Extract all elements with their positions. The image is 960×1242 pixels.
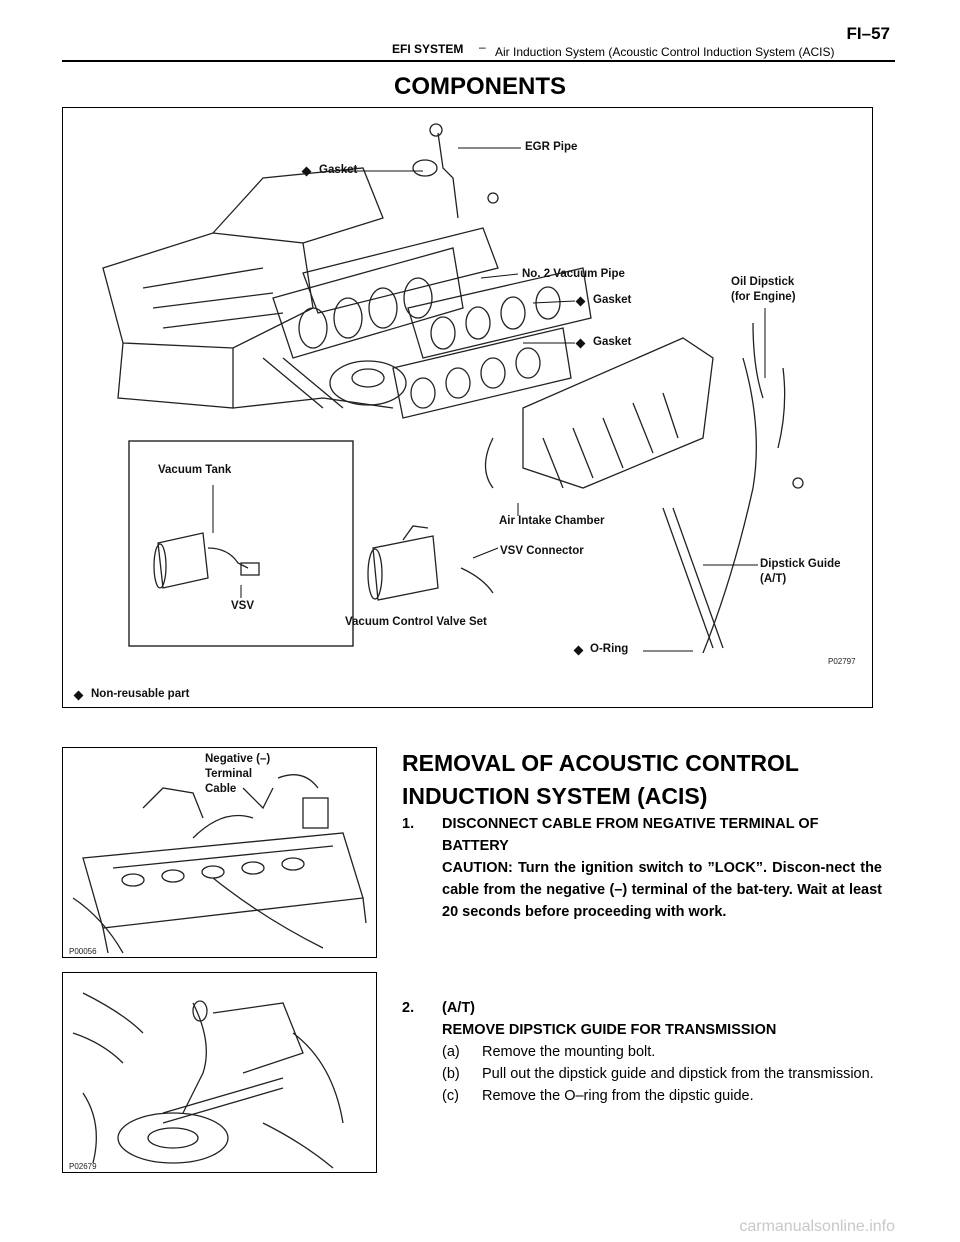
label-dipstick-guide-sub: (A/T) xyxy=(760,573,787,585)
figure-code: P00056 xyxy=(69,947,97,956)
label-dipstick-guide: Dipstick Guide xyxy=(760,558,841,570)
label-air-intake-chamber: Air Intake Chamber xyxy=(499,515,605,527)
label-terminal: Terminal xyxy=(205,768,253,780)
label-cable: Cable xyxy=(205,783,237,795)
section-title-line-2: INDUCTION SYSTEM (ACIS) xyxy=(402,783,708,809)
page-number: FI–57 xyxy=(846,24,890,43)
section-title-line-1: REMOVAL OF ACOUSTIC CONTROL xyxy=(402,750,799,776)
substep-b-text: Pull out the dipstick guide and dipstick from the transmission. xyxy=(482,1066,874,1082)
label-oil-dipstick-sub: (for Engine) xyxy=(731,291,796,303)
dipstick-figure xyxy=(62,972,377,1173)
section-title xyxy=(402,747,922,813)
label-egr-pipe: EGR Pipe xyxy=(525,141,578,153)
label-vsv: VSV xyxy=(231,600,255,612)
step-2-number: 2. xyxy=(402,1000,415,1016)
step-1-heading: DISCONNECT CABLE FROM NEGATIVE TERMINAL OF xyxy=(442,816,819,832)
header-section: EFI SYSTEM xyxy=(392,42,464,56)
figure-code: P02797 xyxy=(828,657,856,666)
components-figure xyxy=(62,107,873,708)
substep-a-text: Remove the mounting bolt. xyxy=(482,1044,656,1060)
substep-a xyxy=(442,1041,882,1063)
label-no2-vacuum-pipe: No. 2 Vacuum Pipe xyxy=(522,268,625,280)
battery-figure xyxy=(62,747,377,958)
step-2-condition: (A/T) xyxy=(442,1000,476,1016)
label-gasket-mid: Gasket xyxy=(593,294,632,306)
label-vacuum-tank: Vacuum Tank xyxy=(158,464,232,476)
step-1-heading-cont: BATTERY xyxy=(442,838,509,854)
step-1 xyxy=(402,813,882,923)
label-gasket-low: Gasket xyxy=(593,336,632,348)
header-rule xyxy=(62,60,895,62)
label-oil-dipstick: Oil Dipstick xyxy=(731,276,795,288)
step-2-heading: REMOVE DIPSTICK GUIDE FOR TRANSMISSION xyxy=(442,1022,777,1038)
substep-c-text: Remove the O–ring from the dipstic guide. xyxy=(482,1088,754,1104)
label-negative-terminal: Negative (–) xyxy=(205,753,271,765)
label-gasket-top: Gasket xyxy=(319,164,358,176)
substep-c-label: (c) xyxy=(442,1088,459,1104)
label-o-ring: O-Ring xyxy=(590,643,629,655)
substep-b xyxy=(442,1063,882,1085)
figure-code: P02679 xyxy=(69,1162,97,1171)
watermark: carmanualsonline.info xyxy=(739,1218,895,1235)
substep-c xyxy=(442,1085,882,1107)
substep-a-label: (a) xyxy=(442,1044,460,1060)
step-2 xyxy=(402,997,882,1107)
header-subsection: Air Induction System (Acoustic Control Induction System (ACIS) xyxy=(495,45,835,59)
substep-b-label: (b) xyxy=(442,1066,460,1082)
components-title: COMPONENTS xyxy=(393,73,566,100)
header-dash: – xyxy=(479,40,486,54)
dipstick-drawing xyxy=(63,973,378,1174)
label-vsv-connector: VSV Connector xyxy=(500,545,584,557)
label-non-reusable: Non-reusable part xyxy=(91,688,190,700)
step-1-number: 1. xyxy=(402,816,415,832)
step-1-caution: CAUTION: Turn the ignition switch to ”LOCK”. Discon-nect the cable from the negative (–) terminal of the bat-tery. Wait at least 20 seconds before proceeding with work. xyxy=(442,860,882,920)
label-vacuum-control-valve-set: Vacuum Control Valve Set xyxy=(345,616,487,628)
